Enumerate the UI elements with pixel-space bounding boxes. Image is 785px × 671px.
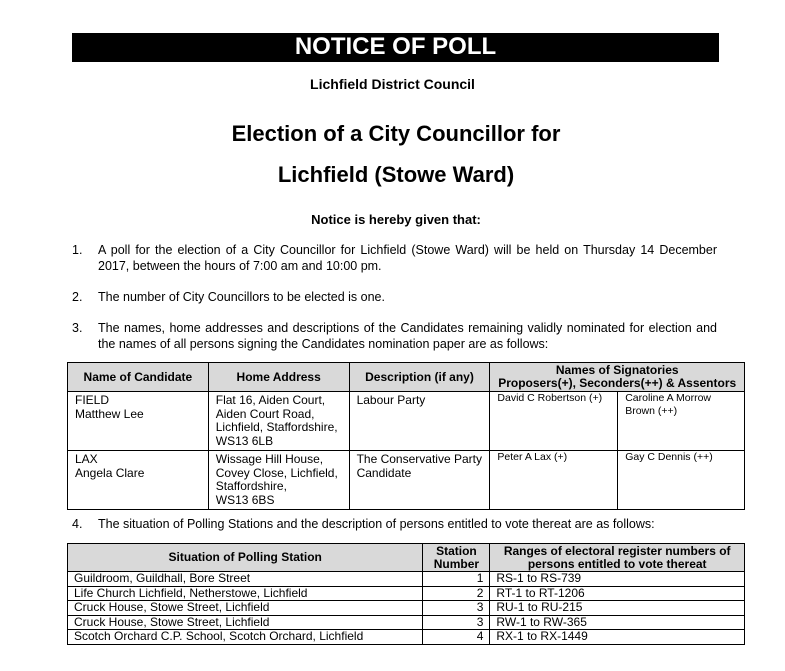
table-row — [68, 392, 745, 451]
header-station-line1: Station — [436, 544, 477, 558]
station-number: 3 — [423, 615, 490, 630]
address-line: Covey Close, Lichfield, — [215, 465, 338, 480]
register-range: RX-1 to RX-1449 — [490, 630, 745, 645]
station-number: 2 — [423, 586, 490, 601]
candidate-name-cell — [68, 392, 209, 451]
register-range: RU-1 to RU-215 — [490, 601, 745, 616]
table-row — [68, 572, 745, 587]
address-line: WS13 6BS — [215, 492, 275, 507]
station-number: 1 — [423, 572, 490, 587]
polling-header-row — [68, 544, 745, 572]
station-number: 4 — [423, 630, 490, 645]
paragraph-2 — [72, 289, 717, 305]
candidates-header-row — [68, 363, 745, 392]
table-row — [68, 601, 745, 616]
header-signatories — [490, 363, 745, 392]
header-station-number — [423, 544, 490, 572]
station-situation: Cruck House, Stowe Street, Lichfield — [68, 615, 423, 630]
header-signatories-line2: Proposers(+), Seconders(++) & Assentors — [498, 376, 737, 390]
station-situation: Guildroom, Guildhall, Bore Street — [68, 572, 423, 587]
station-situation: Cruck House, Stowe Street, Lichfield — [68, 601, 423, 616]
candidate-surname: LAX — [75, 452, 98, 466]
register-range: RT-1 to RT-1206 — [490, 586, 745, 601]
council-name: Lichfield District Council — [310, 76, 475, 92]
paragraph-number: 3. — [72, 321, 83, 335]
notice-banner: NOTICE OF POLL — [72, 33, 719, 62]
paragraph-text: A poll for the election of a City Councillor for Lichfield (Stowe Ward) will be held on Thursday 14 December 2017, between the hours of 7:00 am and 10:00 pm. — [98, 243, 717, 273]
header-description: Description (if any) — [349, 363, 490, 392]
station-situation: Life Church Lichfield, Netherstowe, Lichfield — [68, 586, 423, 601]
header-candidate-name: Name of Candidate — [68, 363, 209, 392]
candidate-address-cell — [208, 392, 349, 451]
table-row — [68, 615, 745, 630]
header-ranges-line2: persons entitled to vote thereat — [527, 556, 707, 571]
paragraph-4 — [72, 516, 717, 532]
proposer-cell: David C Robertson (+) — [490, 392, 618, 451]
polling-stations-table — [67, 543, 745, 645]
station-situation: Scotch Orchard C.P. School, Scotch Orchard, Lichfield — [68, 630, 423, 645]
seconder-cell: Gay C Dennis (++) — [618, 451, 745, 510]
paragraph-number: 2. — [72, 290, 83, 304]
proposer-cell: Peter A Lax (+) — [490, 451, 618, 510]
register-range: RW-1 to RW-365 — [490, 615, 745, 630]
header-signatories-line1: Names of Signatories — [555, 363, 679, 377]
table-row — [68, 586, 745, 601]
candidate-description: The Conservative Party Candidate — [349, 451, 490, 510]
address-line: Aiden Court Road, — [215, 406, 315, 421]
candidate-name-cell — [68, 451, 209, 510]
paragraph-text: The situation of Polling Stations and the description of persons entitled to vote thereat are as follows: — [98, 517, 655, 531]
header-ranges — [490, 544, 745, 572]
station-number: 3 — [423, 601, 490, 616]
candidate-forenames: Matthew Lee — [75, 406, 144, 421]
candidate-surname: FIELD — [75, 393, 110, 407]
election-title-line2: Lichfield (Stowe Ward) — [277, 162, 515, 187]
candidate-forenames: Angela Clare — [75, 465, 145, 480]
seconder-cell: Caroline A Morrow Brown (++) — [618, 392, 745, 451]
register-range: RS-1 to RS-739 — [490, 572, 745, 587]
election-title-line1: Election of a City Councillor for — [231, 121, 561, 146]
address-line: Flat 16, Aiden Court, — [215, 393, 326, 407]
paragraph-number: 4. — [72, 517, 83, 531]
candidate-address-cell — [208, 451, 349, 510]
address-line: Wissage Hill House, — [215, 452, 324, 466]
table-row — [68, 451, 745, 510]
header-home-address: Home Address — [208, 363, 349, 392]
address-line: Staffordshire, — [215, 479, 287, 493]
paragraph-number: 1. — [72, 243, 83, 257]
notice-heading: Notice is hereby given that: — [311, 212, 481, 227]
paragraph-text: The names, home addresses and descriptions of the Candidates remaining validly nominated for election and the names of all persons signing the Candidates nomination paper are as follows: — [98, 321, 717, 351]
paragraph-1 — [72, 242, 717, 274]
address-line: WS13 6LB — [215, 433, 274, 448]
header-ranges-line1: Ranges of electoral register numbers of — [503, 544, 731, 558]
candidate-description: Labour Party — [349, 392, 490, 451]
header-station-line2: Number — [433, 556, 480, 571]
paragraph-3 — [72, 320, 717, 352]
paragraph-text: The number of City Councillors to be elected is one. — [98, 290, 385, 304]
candidates-table — [67, 362, 745, 510]
table-row — [68, 630, 745, 645]
header-situation: Situation of Polling Station — [68, 544, 423, 572]
address-line: Lichfield, Staffordshire, — [215, 420, 338, 434]
